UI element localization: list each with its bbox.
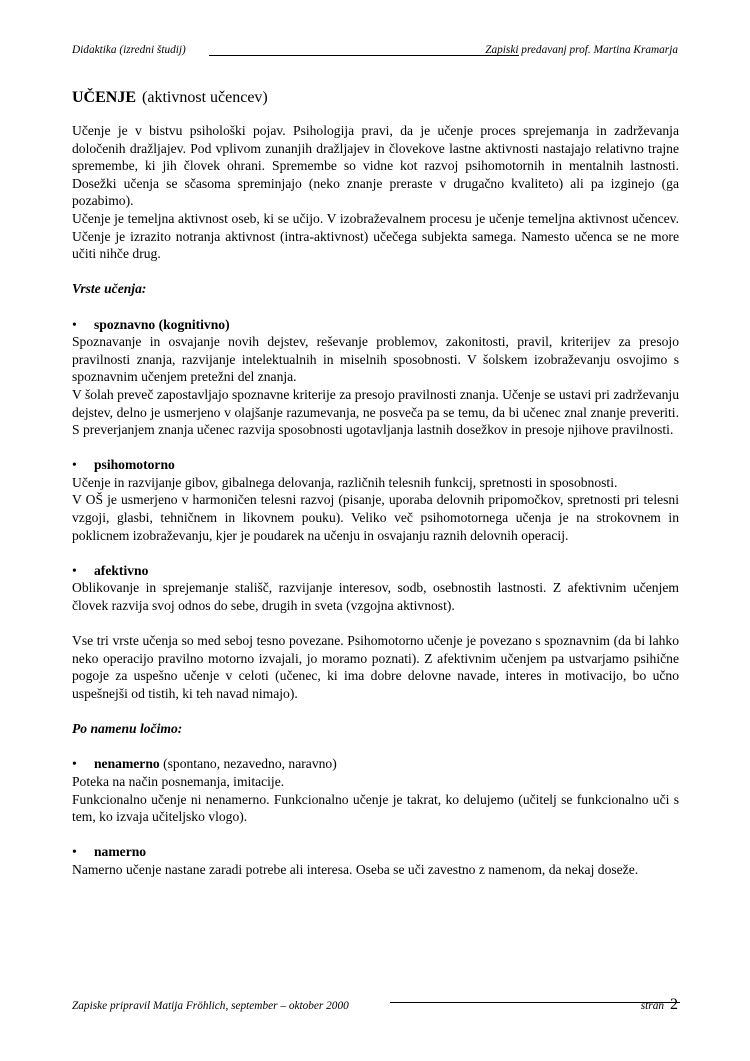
bullet-psihomotorno [72,456,679,474]
page-label: stran [640,1000,664,1012]
bullet-namerno [72,843,679,861]
psihomotorno-paragraph-2: V OŠ je usmerjeno v harmoničen telesni razvoj (pisanje, uporaba delovnih pripomočkov, spretnosti pri telesni vzgoji, glasbi, tehničnem in likovnem pouku). Veliko več psihomotornega učenja je na strokovnem in poklicnem izobraževanju, kjer je poudarek na učenju in osvajanju raznih delovnih operacij. [72,492,679,543]
intro-paragraph-1: Učenje je v bistvu psihološki pojav. Psihologija pravi, da je učenje proces sprejemanja in zadrževanja določenih dražljajev. Pod vplivom zunanjih dražljajev in človekove lastne aktivnosti nastajajo relativno trajne spremembe, ki jih človek ohrani. Spremembe so vidne kot razvoj psihomotornih in mentalnih lastnosti. Dosežki učenja se sčasoma spreminjajo (neko znanje preraste v drugačno kvaliteto) ali pa izginejo (ga pozabimo). [72,123,679,209]
page-footer [72,996,678,1016]
footer-author: Zapiske pripravil Matija Fröhlich, september – oktober 2000 [72,1000,349,1012]
bullet-symbol: • [72,756,77,772]
title-main: UČENJE [72,89,137,106]
psihomotorno-paragraph-1: Učenje in razvijanje gibov, gibalnega delovanja, različnih telesnih funkcij, spretnosti in sposobnosti. [72,474,618,490]
header-rule [209,55,519,56]
bullet-symbol: • [72,316,77,332]
kognitivno-paragraph-2: V šolah preveč zapostavljajo spoznavne kriterije za presojo pravilnosti znanja. Učenje se ustavi pri zadrževanju dejstev, delno je usmerjeno v olajšanje razumevanja, ne posveča pa se temu, da bi učenec znal znanje preveriti. S preverjanjem znanja učenec razvija sposobnosti ugotavljanja lastnih dosežkov in presoje njihove pravilnosti. [72,386,679,438]
footer-rule [390,1002,680,1003]
intro-paragraph-2: Učenje je temeljna aktivnost oseb, ki se učijo. V izobraževalnem procesu je učenje temeljna aktivnost učencev. Učenje je izrazito notranja aktivnost (intra-aktivnost) učečega subjekta samega. Namesto učenca se ne more učiti nihče drug. [72,210,679,262]
header-source: Zapiski predavanj prof. Martina Kramarja [485,44,678,56]
page-header [72,44,678,60]
bullet-symbol: • [72,562,77,578]
summary-paragraph: Vse tri vrste učenja so med seboj tesno povezane. Psihomotorno učenje je povezano s spoznavnim (da bi lahko neko operacijo pravilno motorno izvajali, jo moramo poznati). Z afektivnim učenjem pa ustvarjamo psihične pogoje za uspešno učenje v celoti (učenec, ki ima dobre delovne navade, interes in motivacijo, bo učno uspešnejši od tistih, ki teh navad nimajo). [72,633,679,701]
footer-page [641,996,678,1014]
header-course: Didaktika (izredni študij) [72,44,186,56]
bullet-kognitivno [72,316,679,334]
page-number: 2 [670,996,678,1013]
bullet-label: namerno [94,844,147,860]
bullet-symbol: • [72,457,77,473]
bullet-nenamerno [72,755,679,773]
namerno-paragraph-1: Namerno učenje nastane zaradi potrebe ali interesa. Oseba se uči zavestno z namenom, da nekaj doseže. [72,861,639,877]
section-heading-po-namenu: Po namenu ločimo: [72,721,183,737]
bullet-label: psihomotorno [94,457,175,473]
page-title [72,88,679,108]
bullet-afektivno [72,562,679,580]
afektivno-paragraph-1: Oblikovanje in sprejemanje stališč, razvijanje interesov, sodb, osebnostih lastnosti. Z afektivnim učenjem človek razvija svoj odnos do sebe, drugih in sveta (vzgojna aktivnost). [72,580,679,614]
bullet-label: spoznavno (kognitivno) [94,316,230,332]
page-content [72,88,679,879]
nenamerno-paragraph-2: Funkcionalno učenje ni nenamerno. Funkcionalno učenje je takrat, ko delujemo (učitelj se funkcionalno uči s tem, ko izvaja učiteljsko vlogo). [72,791,679,825]
kognitivno-paragraph-1: Spoznavanje in osvajanje novih dejstev, reševanje problemov, zakonitosti, pravil, kriterijev za presojo pravilnosti znanja, razvijanje intelektualnih in miselnih sposobnosti. V šolskem izobraževanju osvojimo s spoznavnim učenjem pretežni del znanja. [72,334,679,385]
bullet-note: (spontano, nezavedno, naravno) [159,756,337,772]
title-sub: (aktivnost učencev) [142,89,268,106]
bullet-symbol: • [72,844,77,860]
section-heading-vrste: Vrste učenja: [72,281,147,297]
nenamerno-paragraph-1: Poteka na način posnemanja, imitacije. [72,773,285,789]
bullet-label: afektivno [94,562,149,578]
bullet-label: nenamerno [94,756,160,772]
